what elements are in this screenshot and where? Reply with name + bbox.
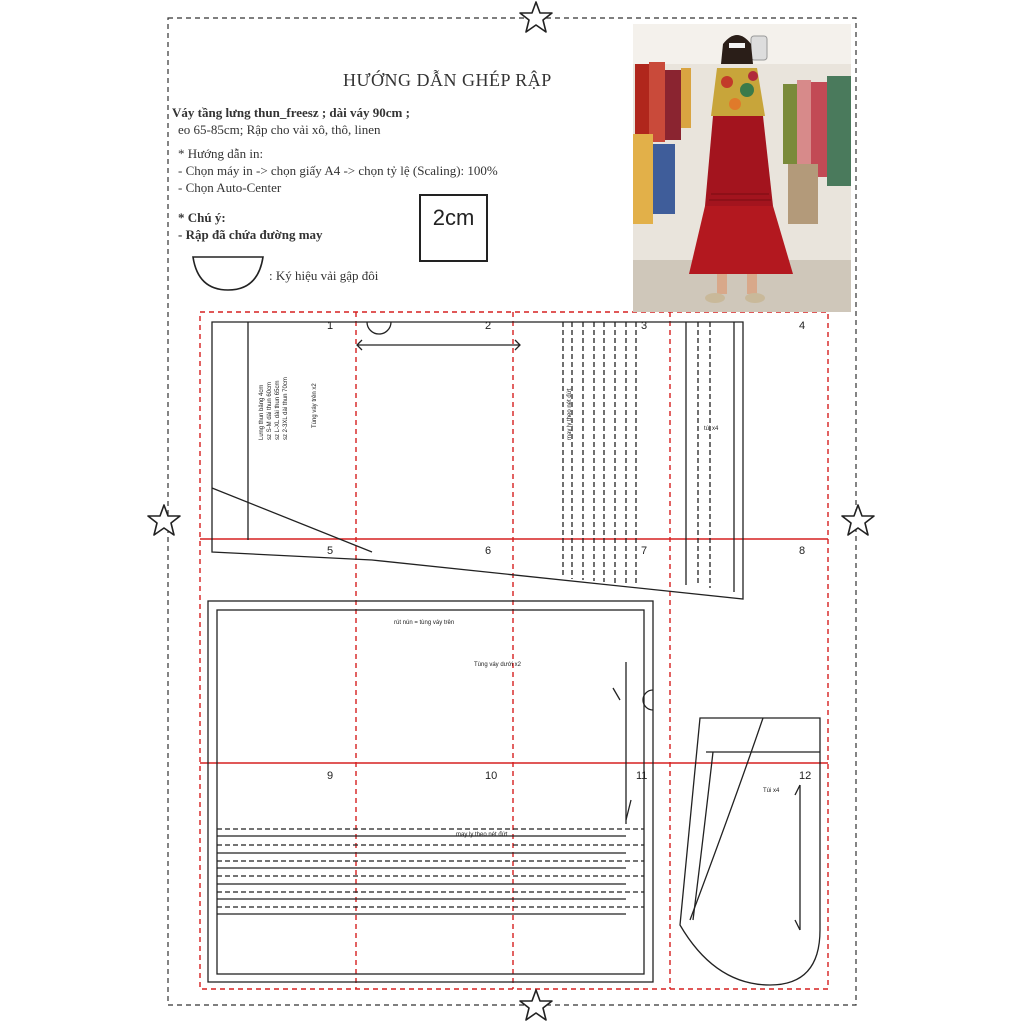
scale-label: 2cm	[432, 205, 475, 230]
pocket-piece	[680, 718, 820, 985]
upper-tier-piece	[212, 322, 743, 599]
print-guide-heading: * Hướng dẫn in:	[178, 146, 264, 161]
desc-line-2: eo 65-85cm; Rập cho vải xô, thô, linen	[178, 122, 381, 137]
page-number: 12	[799, 770, 812, 782]
waistband-label-2: sz S-M dài thun 60cm	[267, 381, 273, 440]
pleat-note: may ly theo nét đứt	[456, 832, 508, 838]
page-number: 3	[641, 320, 648, 332]
note-text: - Rập đã chứa đường may	[178, 227, 323, 242]
print-guide-step-2: - Chọn Auto-Center	[178, 180, 282, 195]
page-number: 11	[636, 770, 648, 782]
page-number: 1	[327, 320, 334, 332]
lower-tier-piece	[208, 601, 653, 982]
page-number: 8	[799, 545, 806, 557]
gather-note: rút nún = tùng váy trên	[394, 620, 455, 626]
page-number: 2	[485, 320, 492, 332]
page-number: 10	[485, 770, 498, 782]
registration-star-icon	[520, 990, 552, 1020]
page-number: 9	[327, 770, 334, 782]
registration-star-icon	[842, 505, 874, 535]
upper-tier-label: Tùng váy trên x2	[312, 383, 318, 428]
print-guide	[178, 145, 498, 196]
scale-reference-box	[419, 194, 488, 262]
waistband-label-3: sz L-XL dài thun 65cm	[275, 380, 281, 440]
print-guide-step-1: - Chọn máy in -> chọn giấy A4 -> chọn tỷ lệ (Scaling): 100%	[178, 163, 498, 178]
page-number: 6	[485, 545, 492, 557]
pocket-small-label: túi x4	[704, 426, 719, 432]
page-number: 7	[641, 545, 648, 557]
desc-line-1: Váy tầng lưng thun_freesz ; dài váy 90cm ;	[172, 105, 410, 120]
product-photo	[633, 24, 851, 312]
page-title: HƯỚNG DẪN GHÉP RẬP	[343, 70, 552, 90]
pocket-label: Túi x4	[763, 788, 780, 794]
model-illustration	[633, 24, 851, 312]
waistband-label-4: sz 2-3XL dài thun 70cm	[283, 377, 289, 440]
pattern-description	[172, 104, 410, 138]
page-number: 4	[799, 320, 806, 332]
fold-symbol-icon	[193, 257, 263, 290]
note-heading: * Chú ý:	[178, 210, 226, 225]
note	[178, 209, 323, 243]
registration-star-icon	[148, 505, 180, 535]
fold-legend: : Ký hiệu vải gập đôi	[269, 268, 379, 283]
page-number: 5	[327, 545, 334, 557]
waistband-label-1: Lưng thun bảng 4cm	[259, 384, 265, 440]
registration-star-icon	[520, 2, 552, 32]
lower-tier-label: Tùng váy dưới x2	[474, 662, 521, 668]
pleat-note: may ly theo nét đứt	[567, 388, 573, 440]
